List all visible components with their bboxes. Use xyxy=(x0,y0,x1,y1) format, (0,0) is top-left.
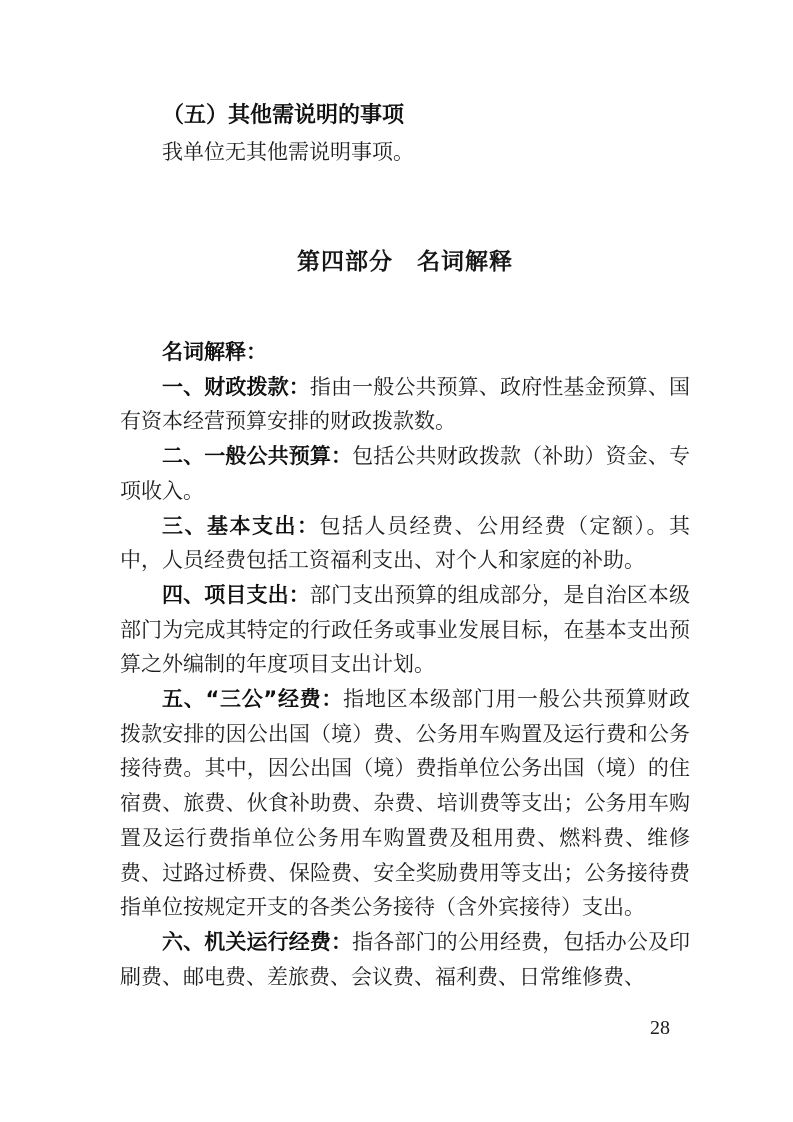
glossary-term-1 xyxy=(120,370,690,439)
glossary-term-3-definition: 包括人员经费、公用经费（定额）。其中，人员经费包括工资福利支出、对个人和家庭的补助。 xyxy=(120,513,690,573)
glossary-term-5 xyxy=(120,682,690,925)
glossary-term-4-label: 四、项目支出： xyxy=(162,582,310,607)
glossary-term-4-definition: 部门支出预算的组成部分，是自治区本级部门为完成其特定的行政任务或事业发展目标，在基本支出预算之外编制的年度项目支出计划。 xyxy=(120,582,690,677)
glossary-term-6 xyxy=(120,925,690,994)
page-number: 28 xyxy=(650,1017,670,1039)
glossary-term-5-label: 五、“三公”经费： xyxy=(162,687,344,712)
glossary-term-6-label: 六、机关运行经费： xyxy=(162,929,353,954)
glossary-term-2-label: 二、一般公共预算： xyxy=(162,444,353,469)
document-content xyxy=(120,97,690,994)
previous-section-heading: （五）其他需说明的事项 xyxy=(162,103,405,128)
glossary-intro: 名词解释： xyxy=(162,340,267,364)
previous-section-body: 我单位无其他需说明事项。 xyxy=(162,140,414,164)
glossary-term-3-label: 三、基本支出： xyxy=(162,513,320,538)
glossary-term-1-definition: 指由一般公共预算、政府性基金预算、国有资本经营预算安排的财政拨款数。 xyxy=(120,374,690,434)
glossary-term-4 xyxy=(120,578,690,682)
part-title: 第四部分 名词解释 xyxy=(297,249,513,275)
glossary-term-5-definition: 指地区本级部门用一般公共预算财政拨款安排的因公出国（境）费、公务用车购置及运行费和公务接待费。其中，因公出国（境）费指单位公务出国（境）的住宿费、旅费、伙食补助费、杂费、培训费等支出；公务用车购置及运行费指单位公务用车购置费及租用费、燃料费、维修费、过路过桥费、保险费、安全奖励费用等支出；公务接待费指单位按规定开支的各类公务接待（含外宾接待）支出。 xyxy=(120,687,690,920)
glossary-term-2 xyxy=(120,439,690,508)
glossary-term-3 xyxy=(120,509,690,578)
glossary-term-1-label: 一、财政拨款： xyxy=(162,374,310,399)
glossary-term-2-definition: 包括公共财政拨款（补助）资金、专项收入。 xyxy=(120,444,690,503)
glossary-term-6-definition: 指各部门的公用经费，包括办公及印刷费、邮电费、差旅费、会议费、福利费、日常维修费、 xyxy=(120,929,690,989)
